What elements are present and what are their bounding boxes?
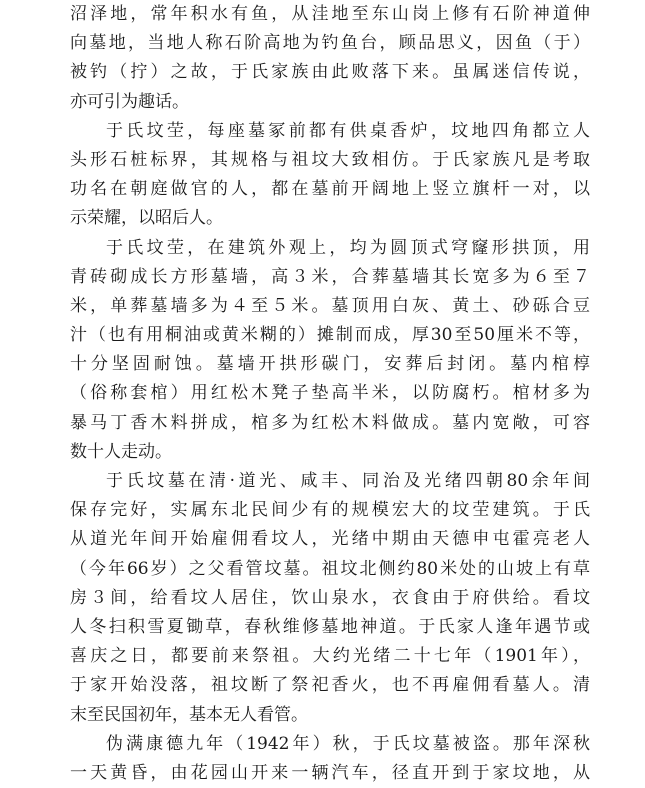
paragraph bbox=[70, 234, 590, 468]
text-line: 一天黄昏，由花园山开来一辆汽车，径直开到于家坟地，从 bbox=[70, 762, 590, 783]
text-line: 被钓（拧）之故，于氏家族由此败落下来。虽属迷信传说， bbox=[70, 62, 590, 83]
text-line: 沼泽地，常年积水有鱼，从洼地至东山岗上修有石阶神道伸 bbox=[70, 4, 590, 24]
paragraph bbox=[70, 467, 590, 730]
text-line: 人冬扫积雪夏锄草，春秋维修墓地神道。于氏家人逢年遇节或 bbox=[70, 616, 590, 637]
text-line: 数十人走动。 bbox=[70, 441, 172, 462]
text-line: 于氏坟茔，在建筑外观上，均为圆顶式穹窿形拱顶，用 bbox=[106, 237, 590, 258]
text-line: 喜庆之日，都要前来祭祖。大约光绪二十七年（1901年）， bbox=[70, 646, 590, 667]
paragraph bbox=[70, 117, 590, 234]
text-line: 于氏坟茔，每座墓冢前都有供桌香炉，坟地四角都立人 bbox=[106, 120, 590, 141]
text-line: 米，单葬墓墙多为４至５米。墓顶用白灰、黄土、砂砾合豆 bbox=[70, 295, 590, 316]
text-line: 从道光年间开始雇佣看坟人，光绪中期由天德申屯霍亮老人 bbox=[70, 529, 590, 550]
text-line: 房３间，给看坟人居住，饮山泉水，衣食由于府供给。看坟 bbox=[70, 587, 590, 608]
text-line: 伪满康德九年（1942年）秋，于氏坟墓被盗。那年深秋 bbox=[106, 733, 590, 754]
text-line: （今年66岁）之父看管坟墓。祖坟北侧约80米处的山坡上有草 bbox=[70, 558, 590, 579]
text-line: 保存完好，实属东北民间少有的规模宏大的坟茔建筑。于氏 bbox=[70, 500, 590, 521]
paragraph bbox=[70, 730, 590, 788]
text-line: 十分坚固耐蚀。墓墙开拱形碳门，安葬后封闭。墓内棺椁 bbox=[70, 354, 590, 375]
text-line: 头形石桩标界，其规格与祖坟大致相仿。于氏家族凡是考取 bbox=[70, 149, 590, 170]
text-line: 亦可引为趣话。 bbox=[70, 91, 189, 112]
text-line: 于家开始没落，祖坟断了祭祀香火，也不再雇佣看墓人。清 bbox=[70, 675, 590, 696]
paragraph bbox=[70, 0, 590, 117]
text-line: （俗称套棺）用红松木凳子垫高半米，以防腐朽。棺材多为 bbox=[70, 383, 590, 404]
document-page bbox=[70, 0, 590, 788]
text-line: 于氏坟墓在清·道光、咸丰、同治及光绪四朝80余年间 bbox=[106, 471, 590, 491]
text-line: 汁（也有用桐油或黄米糊的）摊制而成，厚30至50厘米不等， bbox=[70, 325, 590, 346]
text-line: 示荣耀，以昭后人。 bbox=[70, 208, 223, 229]
text-line: 功名在朝庭做官的人，都在墓前开阔地上竖立旗杆一对，以 bbox=[70, 179, 590, 200]
text-line: 暴马丁香木料拼成，棺多为红松木料做成。墓内宽敞，可容 bbox=[70, 412, 590, 433]
text-line: 青砖砌成长方形墓墙，高３米，合葬墓墙其长宽多为６至７ bbox=[70, 266, 590, 287]
text-line: 末至民国初年，基本无人看管。 bbox=[70, 704, 308, 725]
text-line: 向墓地，当地人称石阶高地为钓鱼台，顾品思义，因鱼（于） bbox=[70, 33, 590, 54]
